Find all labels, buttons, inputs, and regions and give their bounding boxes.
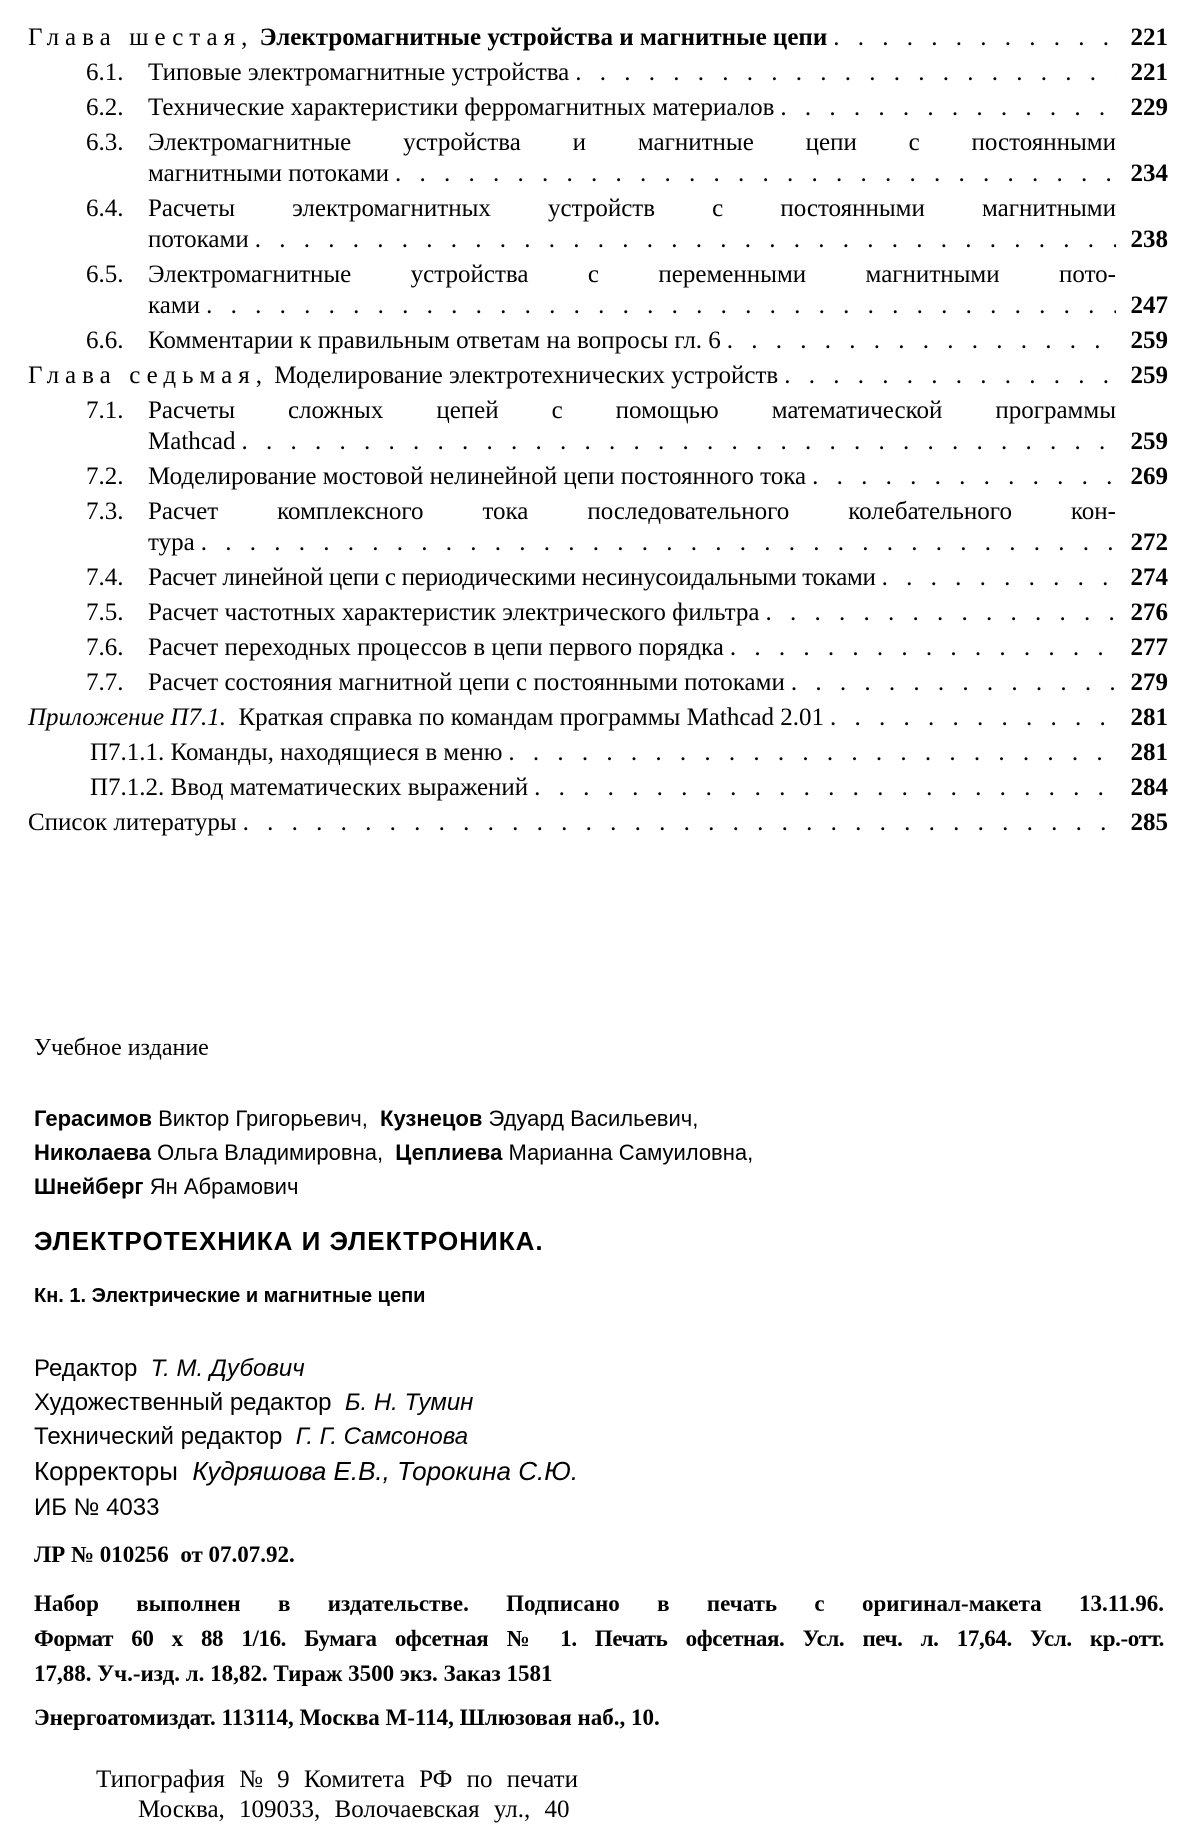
section-title-line1: Расчеты электромагнитных устройств с постоянными магнитными	[148, 195, 1116, 222]
credit-role: Корректоры	[34, 1456, 178, 1486]
section-title-line1: Электромагнитные устройства и магнитные цепи с постоянными	[148, 129, 1116, 156]
leader-dots	[569, 57, 1116, 88]
chapter-title: Моделирование электротехнических устройств	[274, 362, 779, 389]
leader-dots	[389, 158, 1116, 189]
toc-section-7-5[interactable]	[28, 597, 1168, 628]
section-title: Расчет линейной цепи с периодическими несинусоидальными токами	[148, 564, 876, 591]
toc-section-6-3[interactable]	[28, 127, 1168, 189]
section-title: Расчет переходных процессов в цепи первого порядка	[148, 634, 724, 661]
credit-role: Технический редактор	[34, 1423, 283, 1450]
section-title: Технические характеристики ферромагнитных материалов	[148, 94, 775, 121]
toc-section-7-2[interactable]	[28, 461, 1168, 492]
section-title-line2: ками	[148, 292, 201, 319]
author-given-names: Ольга Владимировна,	[150, 1140, 384, 1165]
printer-info	[96, 1765, 1164, 1825]
appendix-item-title: П7.1.2. Ввод математических выражений	[90, 774, 529, 801]
leader-dots	[249, 224, 1116, 255]
license-date: от 07.07.92.	[180, 1542, 295, 1567]
chapter-ordinal: шестая,	[129, 24, 254, 51]
author-surname: Герасимов	[34, 1106, 152, 1131]
page-number: 221	[1130, 59, 1168, 86]
chapter-label: Глава	[28, 24, 117, 51]
credit-name: Т. М. Дубович	[150, 1355, 305, 1382]
section-title-line1: Расчеты сложных цепей с помощью математической программы	[148, 397, 1116, 424]
page-number: 221	[1130, 24, 1168, 51]
toc-section-6-1[interactable]	[28, 57, 1168, 88]
page-number: 238	[1130, 226, 1168, 253]
leader-dots	[724, 632, 1116, 663]
leader-dots	[721, 325, 1116, 356]
section-title: Типовые электромагнитные устройства	[148, 59, 570, 86]
authors-line-2	[34, 1136, 1164, 1170]
section-number: 6.3.	[86, 129, 124, 156]
leader-dots	[195, 527, 1116, 558]
leader-dots	[774, 92, 1116, 123]
section-title: Комментарии к правильным ответам на вопросы гл. 6	[148, 327, 721, 354]
printer-line-1: Типография № 9 Комитета РФ по печати	[96, 1766, 578, 1793]
page-number: 259	[1130, 428, 1168, 455]
printer-line-2: Москва, 109033, Волочаевская ул., 40	[138, 1796, 570, 1823]
section-title-line2: тура	[148, 529, 195, 556]
author-surname: Цеплиева	[395, 1140, 503, 1165]
authors-line-1	[34, 1102, 1164, 1136]
toc-section-7-6[interactable]	[28, 632, 1168, 663]
page-number: 229	[1130, 94, 1168, 121]
toc-section-7-7[interactable]	[28, 667, 1168, 698]
credit-tech-editor	[34, 1420, 1164, 1454]
page-number: 284	[1130, 774, 1168, 801]
credit-editor	[34, 1352, 1164, 1386]
toc-section-6-5[interactable]	[28, 259, 1168, 321]
page-number: 281	[1130, 739, 1168, 766]
toc-bibliography[interactable]	[28, 807, 1168, 838]
page-number: 279	[1130, 669, 1168, 696]
toc-chapter-7[interactable]	[28, 360, 1168, 391]
credit-role: Художественный редактор	[34, 1389, 332, 1416]
section-number: 7.3.	[86, 498, 124, 525]
page-number: 277	[1130, 634, 1168, 661]
license-number: ЛР № 010256	[34, 1542, 169, 1567]
section-number: 6.5.	[86, 261, 124, 288]
author-surname: Николаева	[34, 1140, 151, 1165]
author-surname: Шнейберг	[34, 1174, 144, 1199]
section-number: 7.6.	[86, 634, 124, 661]
page-number: 259	[1130, 327, 1168, 354]
license-line	[34, 1542, 1164, 1568]
page-number: 234	[1130, 160, 1168, 187]
print-info	[34, 1586, 1164, 1691]
section-title-line1: Расчет комплексного тока последовательного колебательного кон-	[148, 498, 1116, 525]
appendix-item-title: П7.1.1. Команды, находящиеся в меню	[90, 739, 503, 766]
leader-dots	[876, 562, 1116, 593]
section-title-line2: потоками	[148, 226, 249, 253]
credit-art-editor	[34, 1386, 1164, 1420]
credit-name: Г. Г. Самсонова	[295, 1423, 469, 1450]
credit-role: Редактор	[34, 1355, 138, 1382]
section-title: Моделирование мостовой нелинейной цепи постоянного тока	[148, 463, 807, 490]
toc-section-6-2[interactable]	[28, 92, 1168, 123]
book-title: ЭЛЕКТРОТЕХНИКА И ЭЛЕКТРОНИКА.	[34, 1226, 544, 1256]
leader-dots	[827, 22, 1116, 53]
print-info-line-2: Формат 60 х 88 1/16. Бумага офсетная № 1. Печать офсетная. Усл. печ. л. 17,64. Усл. кр.-отт.	[34, 1626, 1164, 1651]
toc-appendix[interactable]	[28, 702, 1168, 733]
section-title-line1: Электромагнитные устройства с переменными магнитными пото-	[148, 261, 1116, 288]
toc-section-7-3[interactable]	[28, 496, 1168, 558]
toc-section-7-4[interactable]	[28, 562, 1168, 593]
page-number: 274	[1130, 564, 1168, 591]
section-number: 6.2.	[86, 94, 124, 121]
appendix-title: Краткая справка по командам программы Mathcad 2.01	[238, 704, 825, 731]
section-title-line2: Mathcad	[148, 428, 236, 455]
leader-dots	[200, 290, 1116, 321]
leader-dots	[778, 360, 1116, 391]
leader-dots	[235, 426, 1116, 457]
section-title: Расчет частотных характеристик электрического фильтра	[148, 599, 760, 626]
authors-line-3	[34, 1170, 1164, 1204]
leader-dots	[806, 461, 1116, 492]
chapter-title: Электромагнитные устройства и магнитные цепи	[259, 24, 828, 51]
edition-type: Учебное издание	[34, 1035, 209, 1061]
toc-section-6-6[interactable]	[28, 325, 1168, 356]
author-surname: Кузнецов	[380, 1106, 483, 1131]
imprint-block	[34, 1035, 1164, 1825]
page-number: 285	[1130, 809, 1168, 836]
print-info-line-1: Набор выполнен в издательстве. Подписано в печать с оригинал-макета 13.11.96.	[34, 1591, 1164, 1616]
table-of-contents	[28, 22, 1168, 842]
chapter-ordinal: седьмая,	[129, 362, 269, 389]
credit-correctors	[34, 1454, 1164, 1488]
leader-dots	[824, 702, 1116, 733]
section-number: 6.4.	[86, 195, 124, 222]
ib-number: ИБ № 4033	[34, 1494, 160, 1521]
section-number: 6.1.	[86, 59, 124, 86]
section-title-line2: магнитными потоками	[148, 160, 390, 187]
chapter-label: Глава	[28, 362, 117, 389]
author-given-names: Ян Абрамович	[143, 1174, 299, 1199]
credits	[34, 1352, 1164, 1488]
leader-dots	[502, 737, 1116, 768]
author-given-names: Эдуард Васильевич,	[482, 1106, 699, 1131]
publisher-address: Энергоатомиздат. 113114, Москва М-114, Шлюзовая наб., 10.	[34, 1705, 660, 1730]
authors	[34, 1102, 1164, 1204]
page-number: 281	[1130, 704, 1168, 731]
section-number: 7.7.	[86, 669, 124, 696]
credit-name: Кудряшова Е.В., Торокина С.Ю.	[192, 1456, 579, 1486]
section-number: 7.2.	[86, 463, 124, 490]
appendix-label: Приложение П7.1.	[28, 704, 226, 731]
author-given-names: Марианна Самуиловна,	[502, 1140, 754, 1165]
toc-appendix-item-2[interactable]	[28, 772, 1168, 803]
bibliography-title: Список литературы	[28, 809, 237, 836]
leader-dots	[759, 597, 1116, 628]
page-number: 259	[1130, 362, 1168, 389]
section-number: 7.5.	[86, 599, 124, 626]
book-subtitle: Кн. 1. Электрические и магнитные цепи	[34, 1285, 426, 1307]
toc-section-7-1[interactable]	[28, 395, 1168, 457]
section-title: Расчет состояния магнитной цепи с постоянными потоками	[148, 669, 785, 696]
leader-dots	[237, 807, 1116, 838]
section-number: 7.4.	[86, 564, 124, 591]
section-number: 6.6.	[86, 327, 124, 354]
section-number: 7.1.	[86, 397, 124, 424]
author-given-names: Виктор Григорьевич,	[151, 1106, 368, 1131]
page-number: 247	[1130, 292, 1168, 319]
credit-name: Б. Н. Тумин	[344, 1389, 474, 1416]
leader-dots	[785, 667, 1116, 698]
page-number: 276	[1130, 599, 1168, 626]
print-info-line-3: 17,88. Уч.-изд. л. 18,82. Тираж 3500 экз. Заказ 1581	[34, 1661, 553, 1686]
page-number: 269	[1130, 463, 1168, 490]
toc-section-6-4[interactable]	[28, 193, 1168, 255]
toc-appendix-item-1[interactable]	[28, 737, 1168, 768]
page-number: 272	[1130, 529, 1168, 556]
leader-dots	[528, 772, 1116, 803]
toc-chapter-6[interactable]	[28, 22, 1168, 53]
